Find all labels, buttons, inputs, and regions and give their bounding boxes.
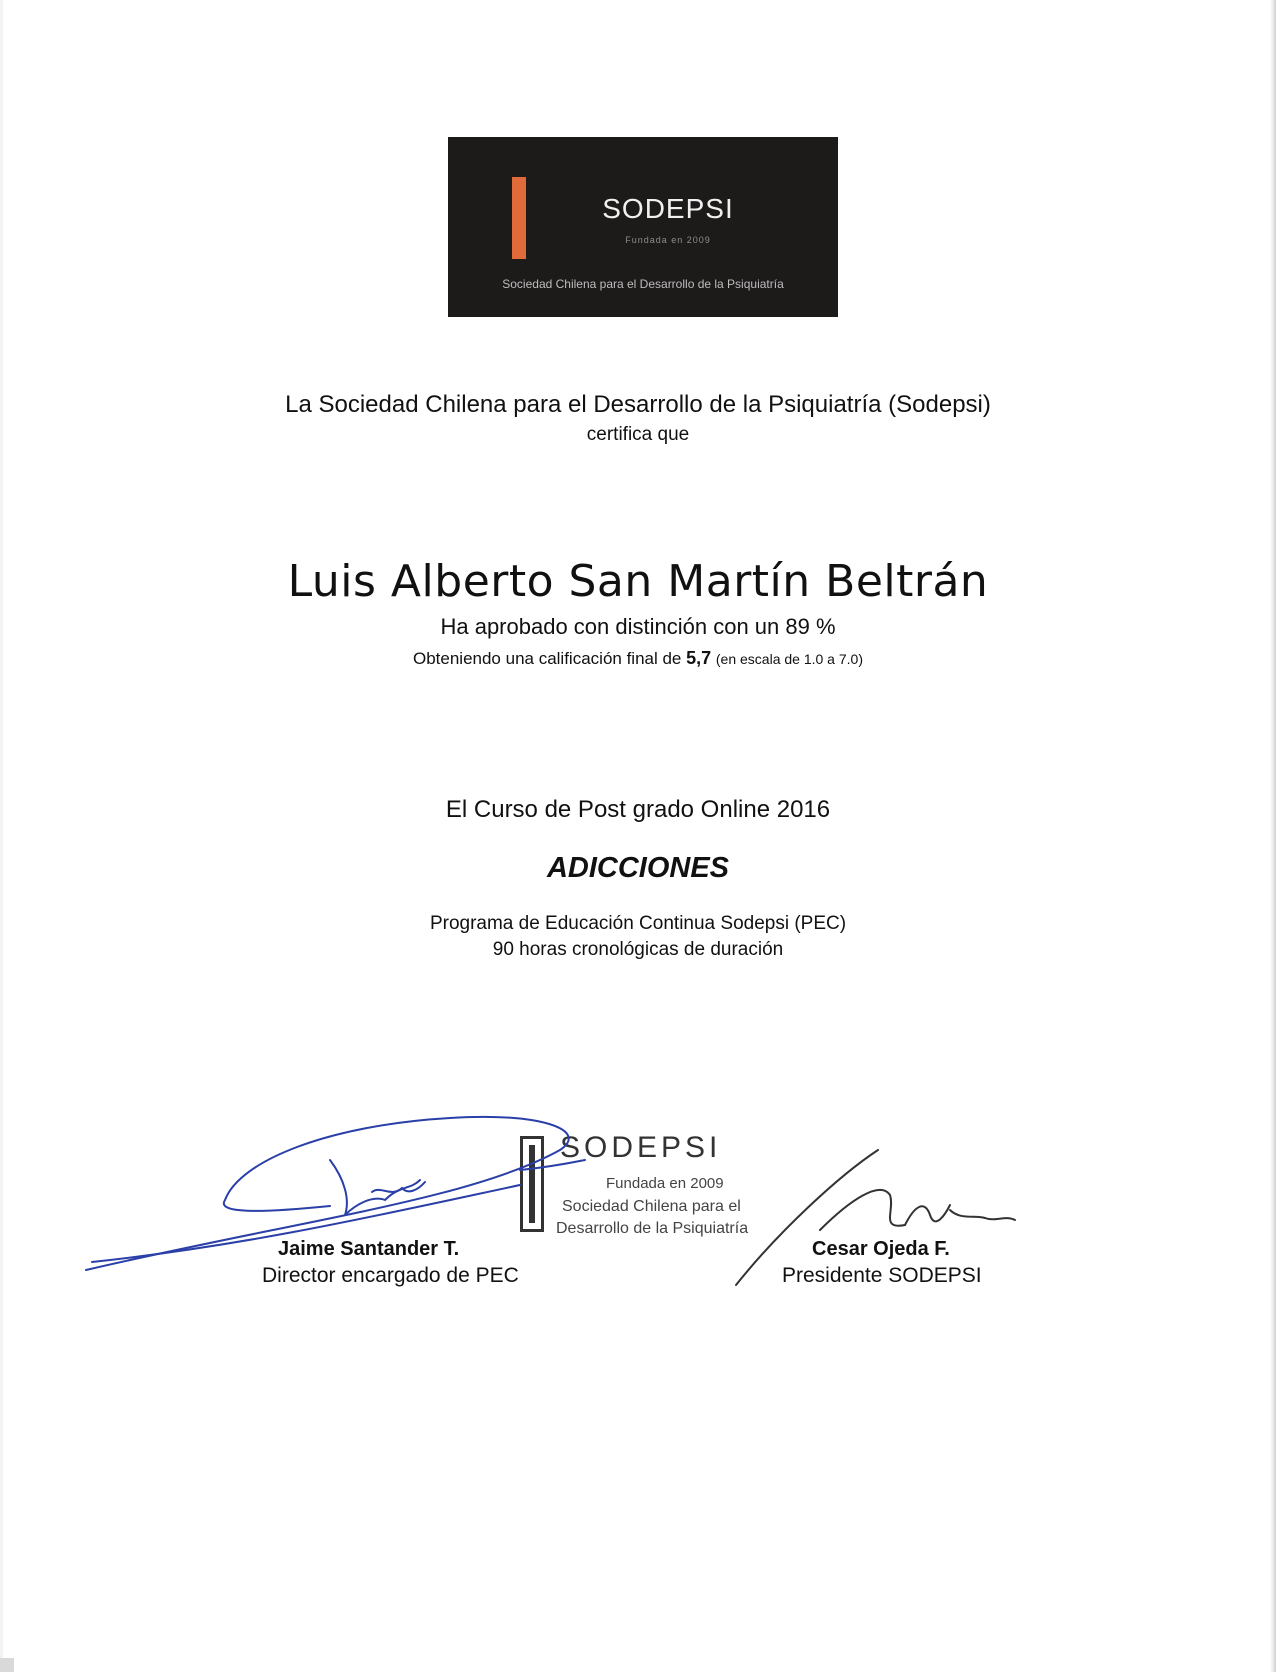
paper-corner-mark — [0, 1658, 14, 1672]
certifies-line: certifica que — [586, 424, 690, 445]
organization-line: La Sociedad Chilena para el Desarrollo de la Psiquiatría (Sodepsi) — [285, 391, 991, 418]
logo-founded: Fundada en 2009 — [625, 235, 711, 245]
grade-value: 5,7 — [686, 648, 712, 668]
right-signatory-role: Presidente SODEPSI — [782, 1264, 982, 1287]
logo-tagline: Sociedad Chilena para el Desarrollo de la Psiquiatría — [502, 277, 784, 291]
course-line: El Curso de Post grado Online 2016 — [445, 796, 831, 823]
paper-left-edge — [0, 0, 3, 1672]
sodepsi-stamp — [520, 1131, 790, 1241]
stamp-title: SODEPSI — [560, 1131, 722, 1164]
duration-line: 90 horas cronológicas de duración — [492, 939, 784, 960]
logo-title: SODEPSI — [602, 193, 734, 224]
logo-accent-bar — [512, 177, 526, 259]
program-line: Programa de Educación Continua Sodepsi (PEC) — [429, 913, 847, 934]
right-signatory-name: Cesar Ojeda F. — [812, 1238, 950, 1260]
left-signatory-role: Director encargado de PEC — [262, 1264, 519, 1287]
stamp-bar — [520, 1136, 544, 1232]
paper-right-edge — [1270, 0, 1276, 1672]
course-subject: ADICCIONES — [546, 852, 730, 884]
left-signatory-name: Jaime Santander T. — [278, 1238, 460, 1260]
recipient-name: Luis Alberto San Martín Beltrán — [287, 556, 989, 607]
stamp-line-2: Desarrollo de la Psiquiatría — [556, 1220, 749, 1237]
stamp-line-1: Sociedad Chilena para el — [562, 1198, 741, 1215]
grade-line — [0, 648, 1276, 669]
grade-scale: (en escala de 1.0 a 7.0) — [715, 651, 863, 667]
approved-text: Ha aprobado con distinción con un 89 % — [440, 614, 836, 639]
grade-prefix: Obteniendo una calificación final de — [412, 649, 682, 668]
sodepsi-logo — [448, 137, 838, 317]
stamp-founded: Fundada en 2009 — [606, 1175, 724, 1192]
